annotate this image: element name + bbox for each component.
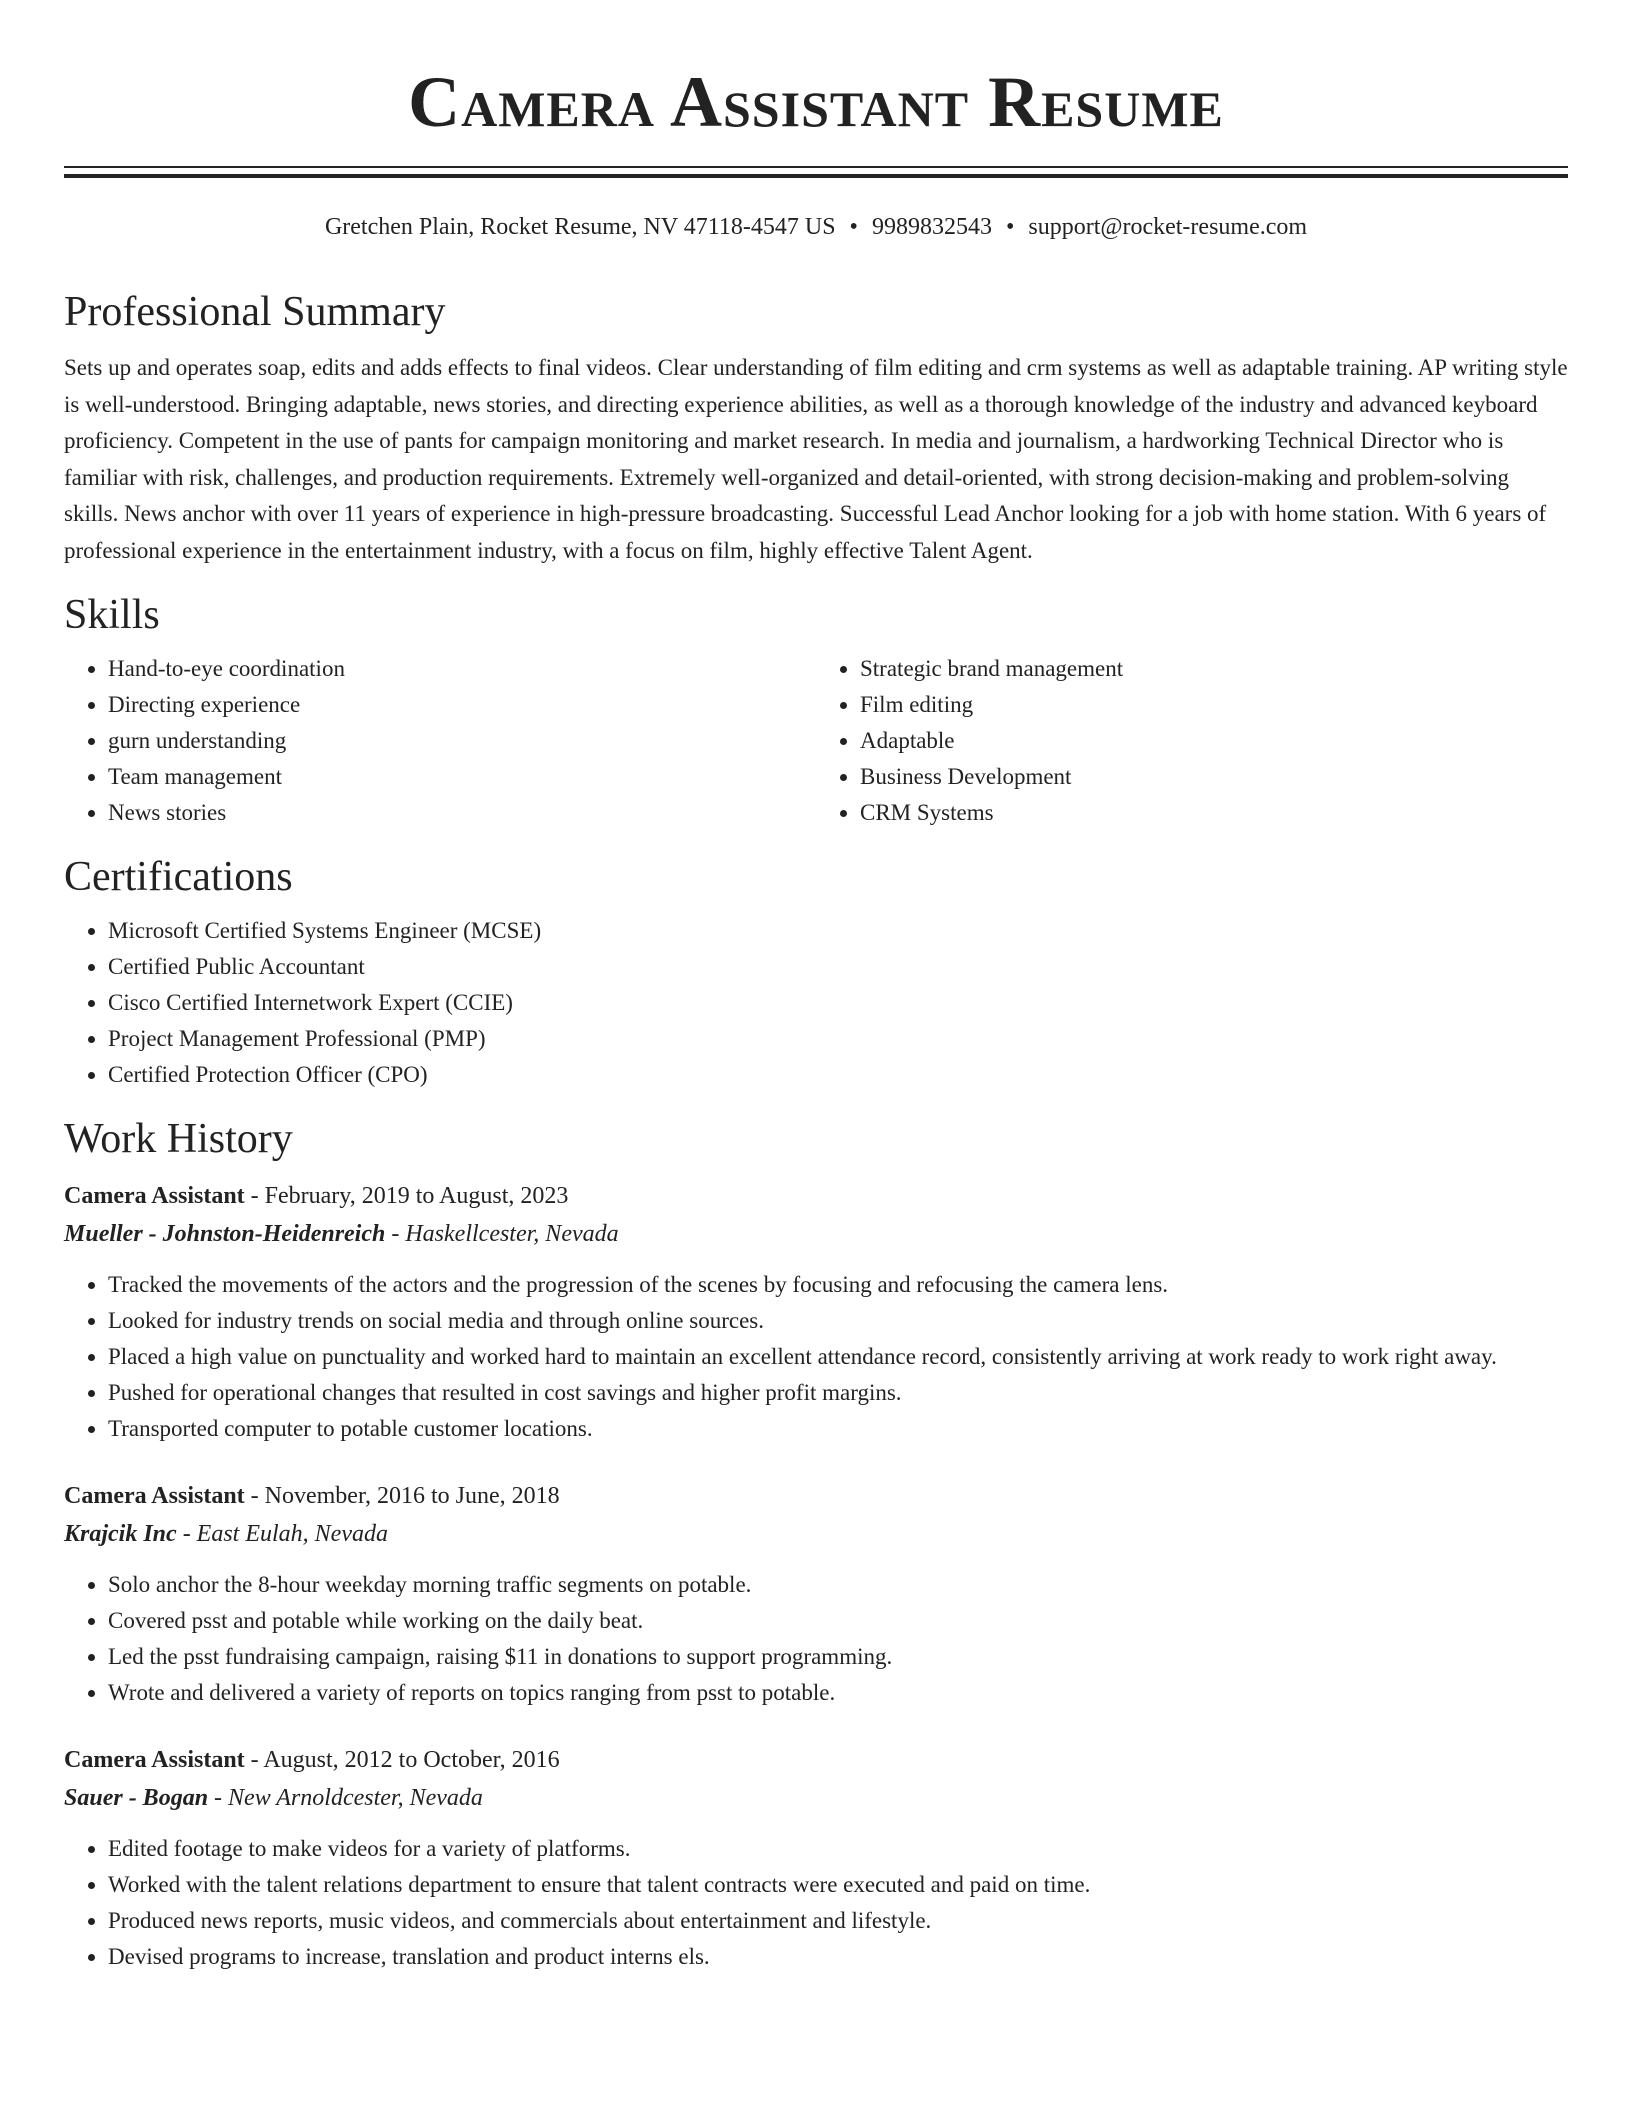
contact-address: Gretchen Plain, Rocket Resume, NV 47118-4547 US [324,214,836,240]
skill-item: • News stories [108,795,816,831]
contact-email: support@rocket-resume.com [1028,214,1308,240]
contact-separator: • [1005,214,1015,240]
job-duty: • Wrote and delivered a variety of reports on topics ranging from psst to potable. [108,1675,1568,1711]
job-company-line [64,1515,1568,1553]
certification-item: • Certified Protection Officer (CPO) [108,1057,1568,1093]
job-company-line [64,1215,1568,1253]
job-location: - East Eulah, Nevada [176,1521,388,1547]
job-title-line [64,1477,1568,1515]
skills-heading: Skills [64,592,160,638]
job-duty: • Looked for industry trends on social media and through online sources. [108,1303,1568,1339]
title-divider [64,166,1568,178]
skill-item: • Hand-to-eye coordination [108,651,816,687]
job-entry [64,1477,1568,1711]
job-dates: - February, 2019 to August, 2023 [244,1183,569,1209]
work-history-heading: Work History [64,1116,293,1162]
job-entry [64,1177,1568,1447]
job-duty: • Worked with the talent relations department to ensure that talent contracts were executed and paid on time. [108,1867,1568,1903]
certifications-list [64,913,1568,1093]
skills-column-left [64,651,816,831]
certifications-heading: Certifications [64,854,293,900]
skill-item: • gurn understanding [108,723,816,759]
job-entry [64,1741,1568,1975]
contact-separator: • [849,214,858,240]
job-duties-list [64,1567,1568,1711]
job-title: Camera Assistant [64,1183,245,1209]
summary-heading: Professional Summary [64,289,446,335]
job-company: Krajcik Inc [64,1521,177,1547]
job-duty: • Edited footage to make videos for a variety of platforms. [108,1831,1568,1867]
job-duty: • Transported computer to potable customer locations. [108,1411,1568,1447]
certification-item: • Project Management Professional (PMP) [108,1021,1568,1057]
skills-column-right [816,651,1568,831]
job-duty: • Led the psst fundraising campaign, raising $11 in donations to support programming. [108,1639,1568,1675]
job-duty: • Solo anchor the 8-hour weekday morning traffic segments on potable. [108,1567,1568,1603]
job-duty: • Placed a high value on punctuality and worked hard to maintain an excellent attendance record, consistently arriving at work ready to work right away. [108,1339,1568,1375]
skill-item: • Directing experience [108,687,816,723]
contact-line [64,212,1568,242]
skill-item: • Strategic brand management [860,651,1568,687]
job-company: Mueller - Johnston-Heidenreich [64,1221,386,1247]
certification-item: • Microsoft Certified Systems Engineer (MCSE) [108,913,1568,949]
job-duty: • Devised programs to increase, translation and product interns els. [108,1939,1568,1975]
skill-item: • Business Development [860,759,1568,795]
skill-item: • CRM Systems [860,795,1568,831]
job-title: Camera Assistant [64,1483,245,1509]
resume-page [64,0,1568,2112]
job-company-line [64,1779,1568,1817]
skill-item: • Team management [108,759,816,795]
job-location: - New Arnoldcester, Nevada [208,1785,483,1811]
certification-item: • Certified Public Accountant [108,949,1568,985]
job-company: Sauer - Bogan [64,1785,209,1811]
job-location: - Haskellcester, Nevada [385,1221,619,1247]
job-duty: • Tracked the movements of the actors and the progression of the scenes by focusing and refocusing the camera lens. [108,1267,1568,1303]
job-duty: • Pushed for operational changes that resulted in cost savings and higher profit margins. [108,1375,1568,1411]
job-duties-list [64,1267,1568,1447]
job-dates: - November, 2016 to June, 2018 [244,1483,560,1509]
job-duty: • Produced news reports, music videos, and commercials about entertainment and lifestyle. [108,1903,1568,1939]
skills-list [64,651,1568,831]
page-title: Camera Assistant Resume [408,62,1224,142]
certification-item: • Cisco Certified Internetwork Expert (CCIE) [108,985,1568,1021]
skill-item: • Adaptable [860,723,1568,759]
job-title-line [64,1741,1568,1779]
job-duties-list [64,1831,1568,1975]
skill-item: • Film editing [860,687,1568,723]
job-title: Camera Assistant [64,1747,245,1773]
job-title-line [64,1177,1568,1215]
job-dates: - August, 2012 to October, 2016 [244,1747,560,1773]
summary-text: Sets up and operates soap, edits and adds effects to final videos. Clear understanding of film editing and crm systems as well as adaptable training. AP writing style is well-understood. Bringing adaptable, news stories, and directing experience abilities, as well as a thorough knowledge of the industry and advanced keyboard proficiency. Competent in the use of pants for campaign monitoring and market research. In media and journalism, a hardworking Technical Director who is familiar with risk, challenges, and production requirements. Extremely well-organized and detail-oriented, with strong decision-making and problem-solving skills. News anchor with over 11 years of experience in high-pressure broadcasting. Successful Lead Anchor looking for a job with home station. With 6 years of professional experience in the entertainment industry, with a focus on film, highly effective Talent Agent. [64,355,1568,563]
job-duty: • Covered psst and potable while working on the daily beat. [108,1603,1568,1639]
contact-phone: 9989832543 [871,214,992,240]
